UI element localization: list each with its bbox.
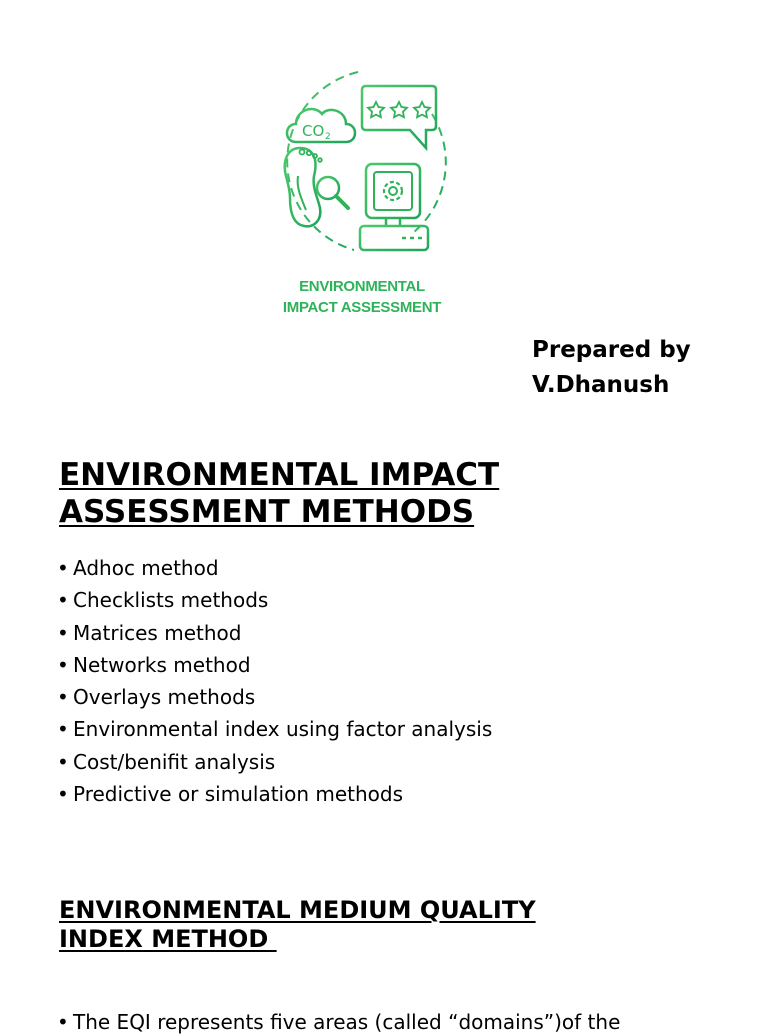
bullet-icon: •	[57, 749, 69, 774]
section-title-line1: ENVIRONMENTAL MEDIUM QUALITY	[59, 896, 536, 924]
bullet-icon: •	[57, 556, 69, 580]
logo-caption-line2: IMPACT ASSESSMENT	[282, 299, 442, 316]
list-item	[57, 649, 492, 681]
list-item	[57, 617, 492, 649]
bullet-icon: •	[57, 652, 69, 677]
list-item-text: Adhoc method	[73, 556, 219, 580]
prepared-by-label: Prepared by	[532, 337, 691, 363]
author-name: V.Dhanush	[532, 372, 670, 398]
co2-subscript: 2	[325, 132, 331, 142]
paragraph-text: The EQI represents five areas (called “domains”)of the	[73, 1010, 621, 1034]
logo-caption-line1: ENVIRONMENTAL	[299, 278, 425, 295]
rating-stars-speech-bubble-icon	[362, 86, 436, 148]
eia-logo	[262, 64, 462, 324]
eqi-paragraph	[57, 1010, 620, 1034]
list-item-text: Predictive or simulation methods	[73, 782, 404, 807]
prepared-by	[532, 333, 691, 403]
bullet-icon: •	[57, 1010, 69, 1034]
section-title-line1: ENVIRONMENTAL IMPACT	[59, 457, 500, 493]
list-item	[57, 584, 492, 616]
section-title-line2: INDEX METHOD	[59, 925, 277, 953]
magnifier-icon	[317, 177, 348, 208]
section-title-eqi-method	[59, 896, 536, 954]
bullet-icon: •	[57, 620, 69, 645]
section-title-eia-methods	[59, 457, 499, 531]
bullet-icon: •	[57, 685, 69, 710]
co2-label: CO	[302, 122, 325, 140]
gear-monitor-icon	[366, 164, 420, 226]
list-item	[57, 552, 492, 584]
list-item	[57, 713, 492, 745]
cloud-co2-icon	[287, 109, 355, 142]
bullet-icon: •	[57, 588, 69, 613]
list-item	[57, 746, 492, 778]
list-item-text: Checklists methods	[73, 588, 269, 613]
bullet-icon: •	[57, 782, 69, 807]
list-item-text: Networks method	[73, 652, 251, 677]
list-item-text: Overlays methods	[73, 685, 256, 710]
dashed-circle-icon	[287, 72, 446, 250]
methods-list	[57, 552, 492, 810]
list-item-text: Environmental index using factor analysis	[73, 717, 493, 742]
logo-caption	[262, 276, 462, 318]
list-item-text: Cost/benifit analysis	[73, 749, 276, 774]
list-item	[57, 778, 492, 810]
bullet-icon: •	[57, 717, 69, 742]
list-item	[57, 681, 492, 713]
eia-illustration	[262, 64, 462, 264]
section-title-line2: ASSESSMENT METHODS	[59, 494, 475, 530]
list-item-text: Matrices method	[73, 620, 242, 645]
